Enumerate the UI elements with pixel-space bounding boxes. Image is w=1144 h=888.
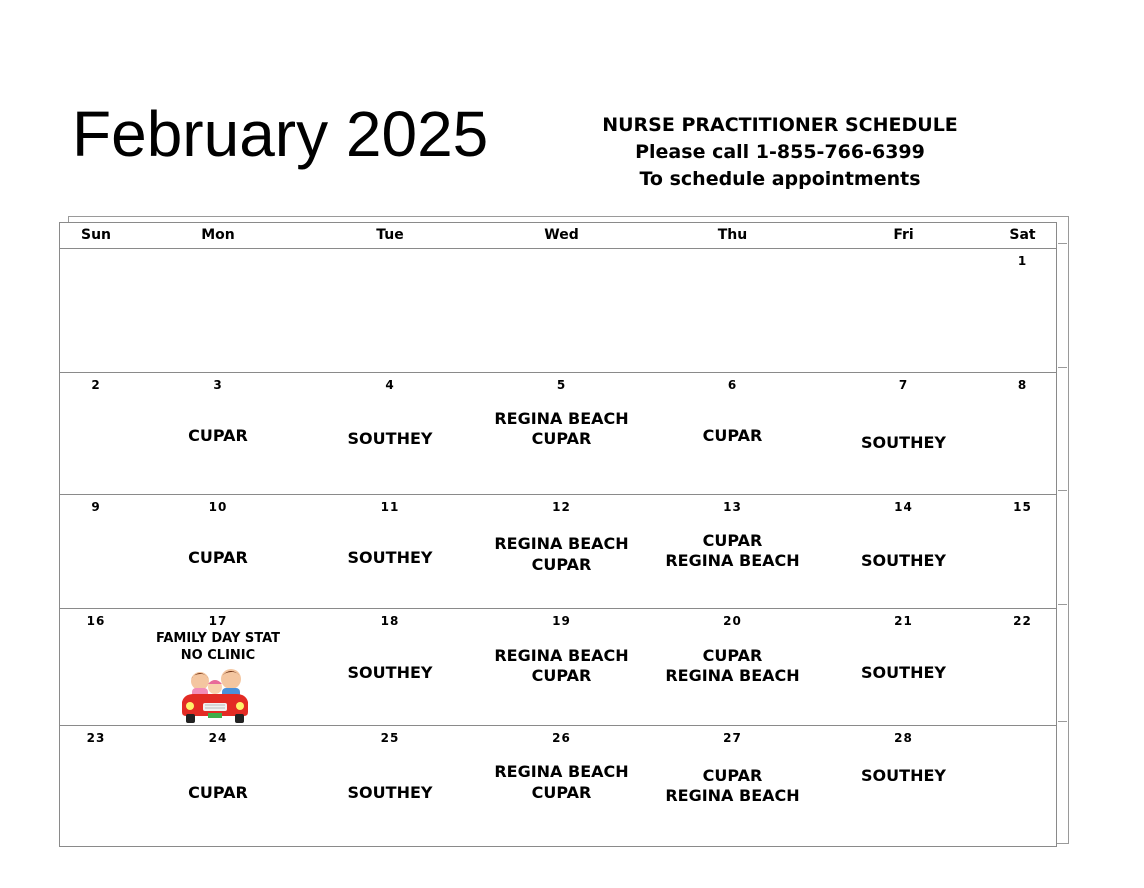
day-cell: [132, 248, 304, 372]
phone-line: Please call 1-855-766-6399: [635, 141, 925, 163]
day-cell: [476, 248, 647, 372]
day-number: 4: [385, 378, 395, 392]
clinic-location: CUPAR: [531, 555, 592, 574]
clinic-location: SOUTHEY: [347, 548, 433, 567]
day-number: 22: [1013, 614, 1032, 628]
clinic-location: CUPAR: [702, 766, 763, 785]
day-cell: [304, 372, 476, 494]
day-number: 25: [380, 731, 400, 745]
day-cell: [647, 372, 818, 494]
day-cell: [304, 494, 476, 608]
day-number: 10: [208, 500, 228, 514]
day-cell: [989, 372, 1056, 494]
dow-sat: Sat: [1009, 227, 1036, 243]
day-cell: [476, 494, 647, 608]
day-cell: [60, 608, 132, 725]
clinic-location: SOUTHEY: [347, 783, 433, 802]
clinic-location: CUPAR: [702, 646, 763, 665]
week-row: [60, 725, 1056, 846]
day-cell: [304, 248, 476, 372]
clinic-location: REGINA BEACH: [665, 786, 800, 805]
dow-mon: Mon: [201, 227, 235, 243]
day-cell: [989, 494, 1056, 608]
holiday-note: NO CLINIC: [180, 648, 256, 663]
day-cell: [60, 248, 132, 372]
day-number: 20: [723, 614, 742, 628]
day-cell: [476, 725, 647, 846]
clinic-location: REGINA BEACH: [665, 551, 800, 570]
day-number: 27: [723, 731, 742, 745]
clinic-location: SOUTHEY: [347, 429, 433, 448]
day-of-week-header: [60, 223, 1056, 249]
dow-fri: Fri: [893, 227, 914, 243]
day-cell: [476, 372, 647, 494]
clinic-location: CUPAR: [531, 783, 592, 802]
day-cell: [476, 608, 647, 725]
day-cell: [989, 608, 1056, 725]
day-cell: [647, 725, 818, 846]
day-number: 17: [208, 614, 228, 628]
appointment-line: To schedule appointments: [639, 168, 921, 190]
day-cell: [818, 248, 989, 372]
calendar-grid: [59, 222, 1057, 847]
dow-sun: Sun: [80, 227, 112, 243]
dow-wed: Wed: [544, 227, 579, 243]
day-number: 2: [91, 378, 101, 392]
day-number: 9: [91, 500, 101, 514]
day-number: 6: [727, 378, 738, 392]
clinic-location: CUPAR: [531, 429, 592, 448]
clinic-location: CUPAR: [702, 531, 763, 550]
day-cell: [989, 725, 1056, 846]
clinic-location: CUPAR: [531, 666, 592, 685]
day-number: 21: [894, 614, 913, 628]
day-number: 26: [552, 731, 571, 745]
dow-thu: Thu: [717, 227, 748, 243]
clinic-location: REGINA BEACH: [665, 666, 800, 685]
clinic-location: SOUTHEY: [861, 766, 946, 785]
day-cell: [818, 494, 989, 608]
day-number: 18: [380, 614, 400, 628]
day-cell: [304, 608, 476, 725]
clinic-location: REGINA BEACH: [494, 409, 629, 428]
day-cell: [989, 248, 1056, 372]
clinic-location: REGINA BEACH: [494, 646, 629, 665]
day-cell: [647, 248, 818, 372]
day-number: 8: [1017, 378, 1028, 392]
day-number: 16: [86, 614, 106, 628]
day-number: 13: [723, 500, 742, 514]
holiday-note: FAMILY DAY STAT: [155, 631, 281, 646]
day-number: 7: [898, 378, 909, 392]
day-number: 1: [1017, 254, 1028, 268]
day-number: 28: [894, 731, 913, 745]
day-cell: [304, 725, 476, 846]
dow-tue: Tue: [376, 227, 404, 243]
day-number: 11: [380, 500, 400, 514]
day-number: 19: [552, 614, 571, 628]
family-car-icon: [178, 664, 252, 724]
week-row: [60, 608, 1056, 726]
clinic-location: REGINA BEACH: [494, 762, 629, 781]
day-number: 24: [208, 731, 228, 745]
day-number: 12: [552, 500, 571, 514]
clinic-location: CUPAR: [702, 426, 763, 445]
clinic-location: CUPAR: [188, 783, 248, 802]
clinic-location: CUPAR: [188, 548, 248, 567]
day-cell: [132, 725, 304, 846]
day-cell: [818, 372, 989, 494]
day-number: 14: [894, 500, 913, 514]
day-cell: [132, 608, 304, 725]
day-number: 23: [86, 731, 106, 745]
week-row: [60, 494, 1056, 609]
page-title: February 2025: [72, 98, 489, 170]
day-number: 3: [213, 378, 223, 392]
schedule-heading: NURSE PRACTITIONER SCHEDULE: [602, 114, 958, 136]
day-number: 15: [1013, 500, 1032, 514]
clinic-location: SOUTHEY: [861, 551, 946, 570]
day-cell: [818, 608, 989, 725]
clinic-location: REGINA BEACH: [494, 534, 629, 553]
day-cell: [647, 608, 818, 725]
day-cell: [818, 725, 989, 846]
week-row: [60, 372, 1056, 495]
day-number: 5: [556, 378, 567, 392]
day-cell: [647, 494, 818, 608]
day-cell: [132, 494, 304, 608]
clinic-location: SOUTHEY: [861, 433, 946, 452]
schedule-header: [560, 112, 1000, 193]
clinic-location: CUPAR: [188, 426, 248, 445]
clinic-location: SOUTHEY: [347, 663, 433, 682]
week-row: [60, 248, 1056, 373]
clinic-location: SOUTHEY: [861, 663, 946, 682]
day-cell: [132, 372, 304, 494]
